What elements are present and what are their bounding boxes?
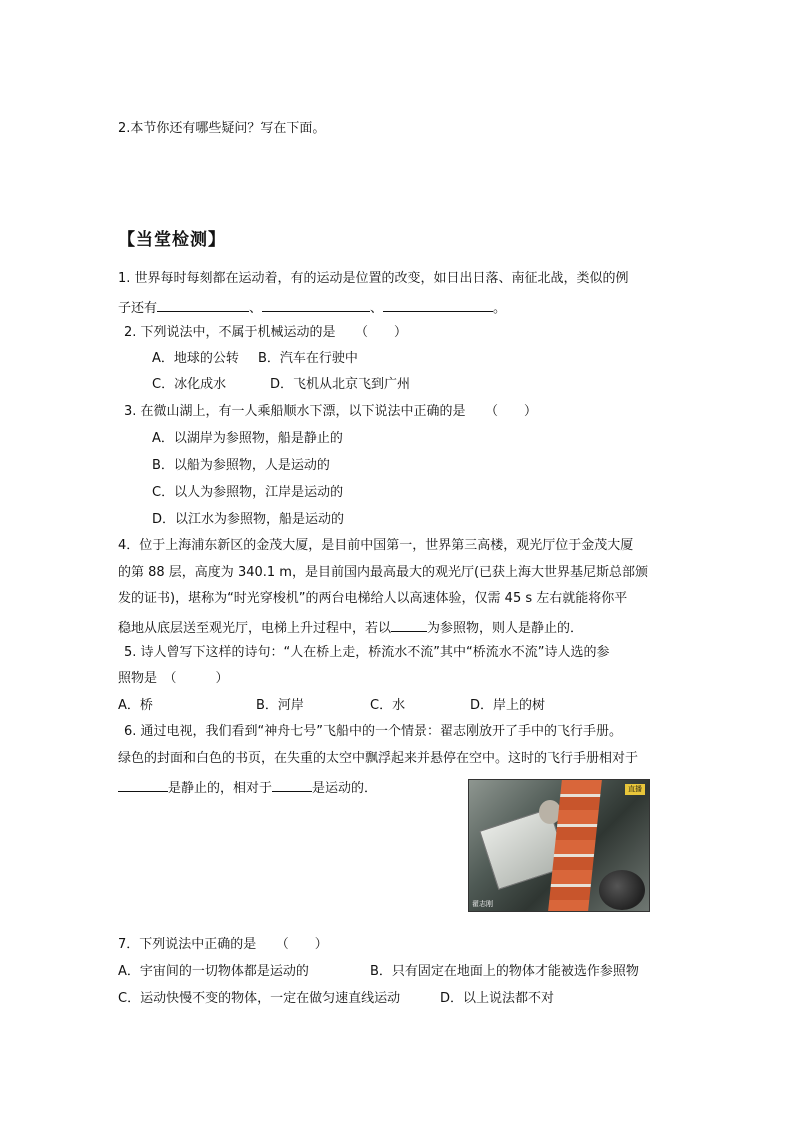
q2-stem: 2. 下列说法中，不属于机械运动的是 （ ） xyxy=(124,325,408,340)
q1-line2-start: 子还有 xyxy=(118,301,158,316)
astronaut-photo xyxy=(468,779,650,912)
q4-line1: 4．位于上海浦东新区的金茂大厦，是目前中国第一，世界第三高楼，观光厅位于金茂大厦 xyxy=(118,538,634,553)
q3-option-a: A．以湖岸为参照物，船是静止的 xyxy=(152,431,343,446)
q2-option-d: D．飞机从北京飞到广州 xyxy=(270,377,411,392)
q2-option-a: A．地球的公转 xyxy=(152,351,239,366)
q1-line1: 1. 世界每时每刻都在运动着，有的运动是位置的改变，如日出日落、南征北战，类似的例 xyxy=(118,271,629,286)
live-badge: 直播 xyxy=(625,784,645,795)
q1-blank-2[interactable] xyxy=(262,297,370,312)
q3-option-d: D．以江水为参照物，船是运动的 xyxy=(152,512,345,527)
q7-option-d: D．以上说法都不对 xyxy=(440,991,555,1006)
q5-option-b: B．河岸 xyxy=(256,698,304,713)
q6-line2: 绿色的封面和白色的书页，在失重的太空中飘浮起来并悬停在空中。这时的飞行手册相对于 xyxy=(118,751,639,766)
spacesuit-shape xyxy=(548,780,602,911)
q2-option-b: B．汽车在行驶中 xyxy=(258,351,358,366)
q1-blank-1[interactable] xyxy=(157,297,249,312)
q1-sep1: 、 xyxy=(249,301,263,316)
q6-mid: 是静止的，相对于 xyxy=(168,781,273,796)
q5-line2: 照物是 （ ） xyxy=(118,671,229,686)
q4-line4-start: 稳地从底层送至观光厅，电梯上升过程中，若以 xyxy=(118,621,392,636)
q5-option-d: D．岸上的树 xyxy=(470,698,546,713)
q4-blank[interactable] xyxy=(391,617,427,632)
q2-option-c: C．冰化成水 xyxy=(152,377,227,392)
q1-blank-3[interactable] xyxy=(383,297,493,312)
q1-end: 。 xyxy=(493,301,507,316)
q1-line2 xyxy=(118,297,506,318)
q5-line1: 5. 诗人曾写下这样的诗句：“人在桥上走，桥流水不流”其中“桥流水不流”诗人选的参 xyxy=(124,645,610,660)
q5-option-c: C．水 xyxy=(370,698,406,713)
q4-line4-end: 为参照物，则人是静止的． xyxy=(427,621,584,636)
q6-line1: 6. 通过电视，我们看到“神舟七号”飞船中的一个情景：翟志刚放开了手中的飞行手册。 xyxy=(124,724,623,739)
q4-line3: 发的证书)，堪称为“时光穿梭机”的两台电梯给人以高速体验，仅需 45 s 左右就能将你平 xyxy=(118,591,628,606)
helmet-shape xyxy=(599,870,645,910)
q6-blank-1[interactable] xyxy=(118,777,168,792)
q6-blank-2[interactable] xyxy=(272,777,312,792)
q3-stem: 3. 在微山湖上，有一人乘船顺水下漂，以下说法中正确的是 （ ） xyxy=(124,404,538,419)
q4-line4 xyxy=(118,617,583,638)
reflection-question: 2.本节你还有哪些疑问？写在下面。 xyxy=(118,121,326,136)
q4-line2: 的第 88 层，高度为 340.1 m，是目前国内最高最大的观光厅(已获上海大世界基尼斯总部颁 xyxy=(118,565,649,580)
q5-option-a: A．桥 xyxy=(118,698,153,713)
q7-option-a: A．宇宙间的一切物体都是运动的 xyxy=(118,964,309,979)
photo-caption: 翟志刚 xyxy=(472,900,493,908)
q7-option-c: C．运动快慢不变的物体，一定在做匀速直线运动 xyxy=(118,991,401,1006)
q7-option-b: B．只有固定在地面上的物体才能被选作参照物 xyxy=(370,964,639,979)
q1-sep2: 、 xyxy=(370,301,384,316)
q6-line3 xyxy=(118,777,377,798)
q7-stem: 7．下列说法中正确的是 （ ） xyxy=(118,937,328,952)
q3-option-c: C．以人为参照物，江岸是运动的 xyxy=(152,485,344,500)
q6-end: 是运动的． xyxy=(312,781,378,796)
section-title: 【当堂检测】 xyxy=(118,230,226,250)
q3-option-b: B．以船为参照物，人是运动的 xyxy=(152,458,330,473)
